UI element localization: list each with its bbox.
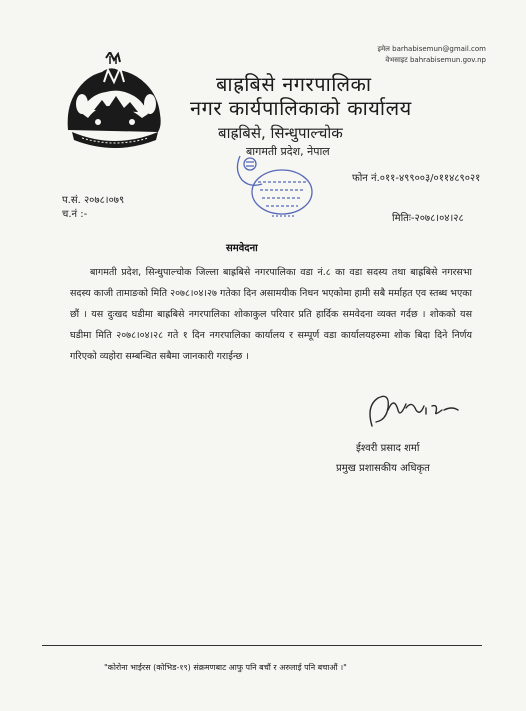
signatory-name: ईश्वरी प्रसाद शर्मा xyxy=(356,443,420,454)
dispatch-number: च.नं :- xyxy=(62,209,88,220)
website-line xyxy=(385,55,486,65)
office-location: बाह्रबिसे, सिन्धुपाल्चोक xyxy=(218,124,343,142)
nepal-emblem-icon xyxy=(58,52,172,152)
footer-divider xyxy=(42,645,482,646)
phone-number: फोन नं.०११-४९९००३/०११४८९०२१ xyxy=(352,173,481,184)
office-seal-stamp xyxy=(220,150,316,228)
letter-body: बागमती प्रदेश, सिन्धुपाल्चोक जिल्ला बाह्रबिसे नगरपालिका वडा नं.८ का वडा सदस्य तथा बाह्रबिसे नगरसभा सदस्य काजी तामाङको मिति २०७८।०४।२७ गतेका दिन असामयीक निधन भएकोमा हामी सबै मर्माहत एव स्तब्ध भएका छौं । यस दुःखद घडीमा बाह्रबिसे नगरपालिका शोकाकुल परिवार प्रति हार्दिक समवेदना व्यक्त गर्दछ । शोकको यस घडीमा मिति २०७८।०४।२८ गते १ दिन नगरपालिका कार्यालय र सम्पूर्ण वडा कार्यालयहरुमा शोक बिदा दिने निर्णय गरिएको व्यहोरा सम्बन्धित सबैमा जानकारी गराईन्छ । xyxy=(70,267,472,362)
province-country: बागमती प्रदेश, नेपाल xyxy=(246,145,330,158)
website-address: bahrabisemun.gov.np xyxy=(409,56,486,64)
email-address: barhabisemun@gmail.com xyxy=(392,45,486,53)
email-line xyxy=(378,44,486,54)
municipality-name: बाह्रबिसे नगरपालिका xyxy=(216,72,372,96)
website-label: वेभसाइट xyxy=(385,56,408,64)
reference-number: प.सं. २०७८।०७९ xyxy=(62,195,125,206)
signatory-title: प्रमुख प्रशासकीय अधिकृत xyxy=(336,463,430,474)
letter-date: मितिः-२०७८।०४।२८ xyxy=(392,213,464,224)
handwritten-signature xyxy=(362,386,482,436)
letter-subject: समवेदना xyxy=(226,243,258,254)
footer-message: "कोरोना भाईरस (कोभिड-१९) संक्रमणबाट आफु पनि बचौं र अरुलाई पनि बचाऔं ।" xyxy=(104,663,347,672)
office-name: नगर कार्यपालिकाको कार्यालय xyxy=(190,96,412,120)
email-label: इमेल xyxy=(377,45,390,53)
